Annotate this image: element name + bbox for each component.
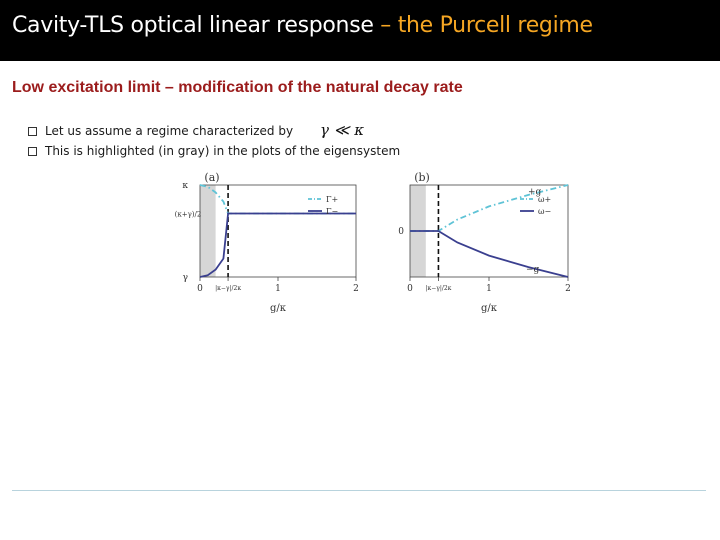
x-tick-label: 2 [353, 284, 359, 294]
bullet-text-2: This is highlighted (in gray) in the plots of the eigensystem [45, 144, 401, 158]
panel-a [175, 171, 359, 314]
y-tick-label: 0 [398, 227, 404, 237]
series-line-minus [410, 231, 568, 277]
bullet-math-inequality: γ ≪ κ [320, 121, 365, 139]
legend-label: Γ− [326, 207, 339, 216]
y-tick-label: (κ+γ)/2 [174, 210, 202, 219]
legend-label: ω− [538, 207, 552, 216]
y-tick-label: κ [182, 181, 188, 191]
slide-title [12, 13, 593, 38]
x-axis-label: g/κ [269, 303, 287, 314]
legend-label: ω+ [538, 195, 552, 204]
panel-b [398, 171, 571, 314]
eigensystem-figure [0, 165, 720, 495]
x-tick-label: 0 [197, 284, 203, 294]
slide-subtitle: Low excitation limit – modification of the natural decay rate [12, 79, 463, 96]
bullet-item-2 [28, 144, 400, 158]
x-tick-label: 0 [407, 284, 413, 294]
bullet-item-1 [28, 124, 293, 138]
x-axis-label: g/κ [480, 303, 498, 314]
y-tick-label: γ [182, 273, 188, 283]
x-tick-label: |κ−γ|/2κ [425, 285, 452, 292]
footer-divider [12, 490, 706, 491]
x-tick-label: 1 [275, 284, 281, 294]
annotation-plus-g: +g [528, 187, 542, 198]
x-tick-label: |κ−γ|/2κ [215, 285, 242, 292]
series-line-minus [200, 214, 356, 278]
bullet-box-icon [28, 147, 37, 156]
purcell-shade-region [200, 185, 216, 277]
bullet-text-1: Let us assume a regime characterized by [45, 124, 294, 138]
panel-label: (a) [204, 171, 220, 184]
panel-label: (b) [414, 171, 430, 184]
bullet-box-icon [28, 127, 37, 136]
legend-label: Γ+ [326, 195, 339, 204]
slide-title-accent: – the Purcell regime [373, 13, 593, 38]
annotation-minus-g: −g [526, 264, 540, 275]
slide-title-main: Cavity-TLS optical linear response [12, 13, 374, 38]
x-tick-label: 2 [565, 284, 571, 294]
x-tick-label: 1 [486, 284, 492, 294]
